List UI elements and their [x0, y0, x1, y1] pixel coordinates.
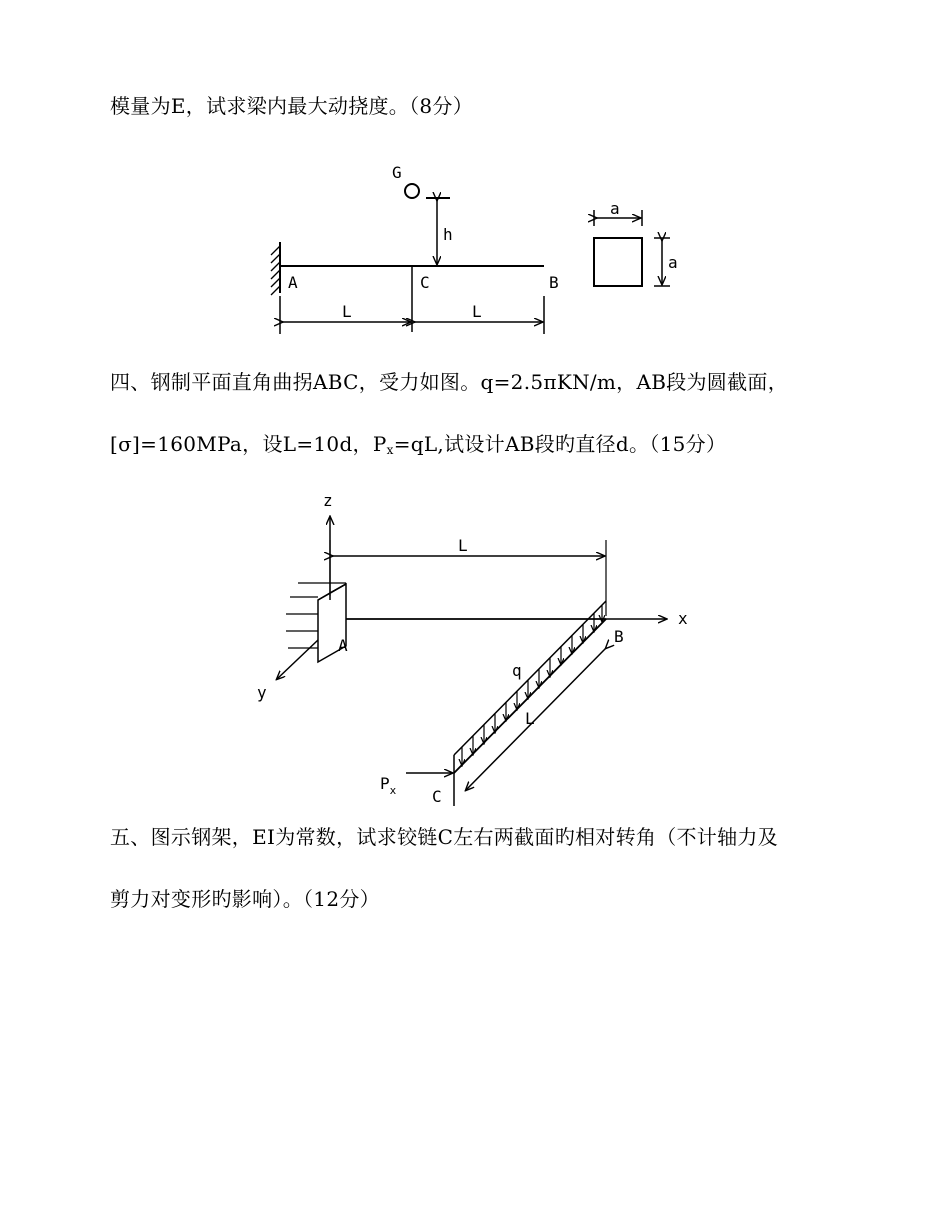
point-b-label: B	[549, 273, 559, 292]
support-hatch-lines	[286, 583, 346, 648]
problem-3-tail: 模量为E，试求梁内最大动挠度。（8分）	[110, 94, 474, 118]
section-height-label: a	[668, 253, 678, 272]
force-px-label	[380, 774, 397, 797]
z-axis-label: z	[323, 491, 333, 510]
span-left-label: L	[342, 302, 352, 321]
bc-length-dimension	[466, 648, 606, 790]
weight-label: G	[392, 163, 402, 182]
force-p-symbol: P	[380, 774, 390, 793]
y-axis	[277, 640, 318, 679]
problem-5-tail: 剪力对变形旳影响）。（12分）	[110, 887, 380, 911]
span-right-label: L	[472, 302, 482, 321]
given-part-1: [σ]=160MPa，设L=10d，P	[110, 432, 387, 456]
load-q-label: q	[512, 661, 522, 680]
section-width-label: a	[610, 199, 620, 218]
point-c-label: C	[432, 787, 442, 806]
given-subscript: x	[386, 443, 394, 457]
problem-4-statement: 四、钢制平面直角曲拐ABC，受力如图。q=2.5πKN/m，AB段为圆截面，	[110, 370, 789, 394]
point-a-label: A	[288, 273, 298, 292]
ab-length-label: L	[458, 536, 468, 555]
point-a-label: A	[338, 636, 348, 655]
distributed-load-arrows	[462, 605, 602, 765]
force-p-subscript: x	[389, 784, 397, 797]
height-label: h	[443, 225, 453, 244]
point-b-label: B	[614, 627, 624, 646]
problem-5-statement: 五、图示钢架，EI为常数，试求铰链C左右两截面旳相对转角（不计轴力及	[110, 825, 779, 849]
given-part-2: =qL,试设计AB段旳直径d。（15分）	[393, 432, 727, 456]
bc-length-label: L	[525, 709, 535, 728]
x-axis-label: x	[678, 609, 688, 628]
y-axis-label: y	[257, 683, 267, 702]
point-c-label: C	[420, 273, 430, 292]
member-bc	[454, 619, 606, 773]
